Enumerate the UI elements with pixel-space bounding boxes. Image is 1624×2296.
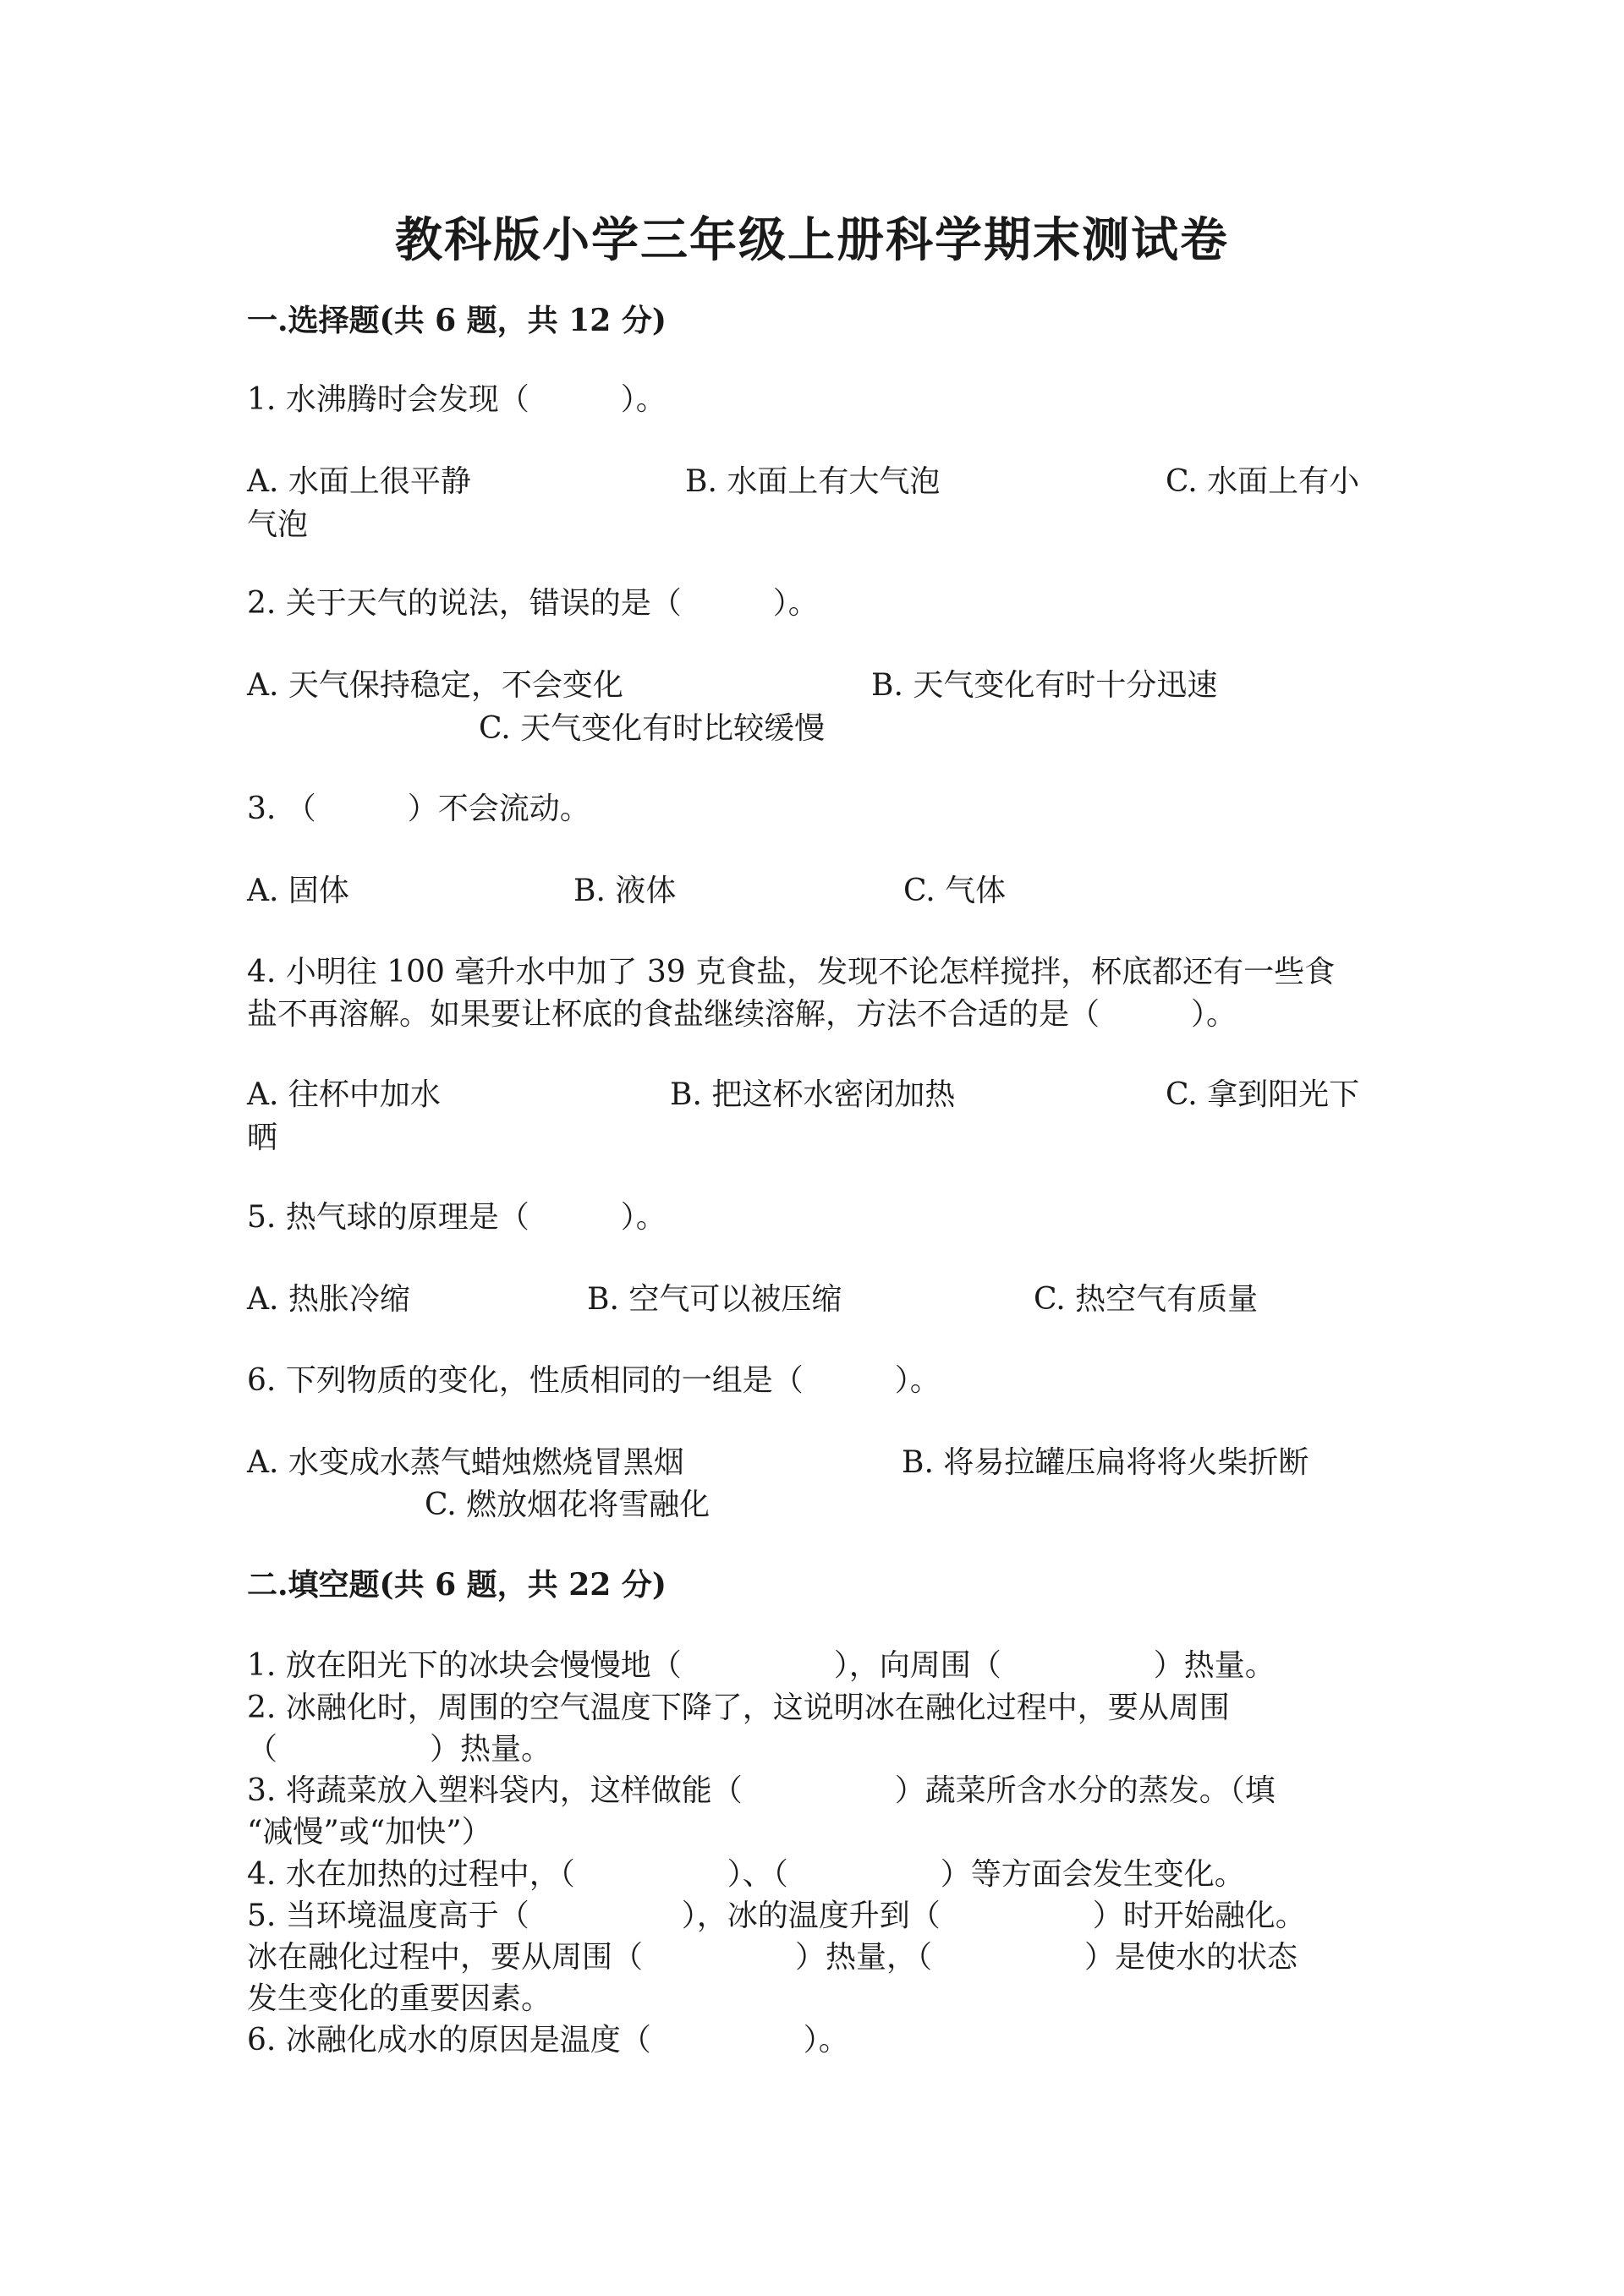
q5-option-a: A. 热胀冷缩 [247, 1282, 410, 1317]
q4-option-c: C. 拿到阳光下 [1166, 1077, 1360, 1112]
q6-option-a: A. 水变成水蒸气蜡烛燃烧冒黑烟 [247, 1445, 684, 1480]
question-4-stem-line-2: 盐不再溶解。如果要让杯底的食盐继续溶解，方法不合适的是（ ）。 [247, 997, 1237, 1032]
q3-option-c: C. 气体 [903, 874, 1007, 908]
q1-option-c: C. 水面上有小 [1166, 464, 1360, 499]
page-title: 教科版小学三年级上册科学期末测试卷 [395, 212, 1229, 268]
question-6-stem: 6. 下列物质的变化，性质相同的一组是（ ）。 [247, 1363, 941, 1398]
section-heading-choice: 一.选择题(共 6 题，共 12 分) [247, 303, 667, 338]
q1-option-c-continued: 气泡 [247, 507, 309, 542]
question-1-stem: 1. 水沸腾时会发现（ ）。 [247, 382, 667, 417]
fill-line-1: 1. 放在阳光下的冰块会慢慢地（ ），向周围（ ）热量。 [247, 1648, 1276, 1683]
fill-line-5: “减慢”或“加快”） [247, 1815, 492, 1849]
q3-option-b: B. 液体 [573, 874, 677, 908]
q6-option-b: B. 将易拉罐压扁将将火柴折断 [902, 1445, 1309, 1480]
fill-line-7: 5. 当环境温度高于（ ），冰的温度升到（ ）时开始融化。 [247, 1899, 1306, 1933]
fill-line-9: 发生变化的重要因素。 [247, 1981, 552, 2016]
question-2-stem: 2. 关于天气的说法，错误的是（ ）。 [247, 586, 819, 621]
q1-option-a: A. 水面上很平静 [247, 464, 471, 499]
fill-line-4: 3. 将蔬菜放入塑料袋内，这样做能（ ）蔬菜所含水分的蒸发。（填 [247, 1773, 1276, 1808]
q1-option-b: B. 水面上有大气泡 [685, 464, 941, 499]
fill-line-6: 4. 水在加热的过程中，（ ）、（ ）等方面会发生变化。 [247, 1857, 1245, 1892]
q2-option-b: B. 天气变化有时十分迅速 [871, 668, 1218, 703]
q2-option-a: A. 天气保持稳定，不会变化 [247, 668, 623, 703]
fill-line-2: 2. 冰融化时，周围的空气温度下降了，这说明冰在融化过程中，要从周围 [247, 1690, 1230, 1725]
q4-option-b: B. 把这杯水密闭加热 [670, 1077, 956, 1112]
q5-option-c: C. 热空气有质量 [1034, 1282, 1259, 1317]
question-5-stem: 5. 热气球的原理是（ ）。 [247, 1200, 667, 1235]
section-heading-fill-blank: 二.填空题(共 6 题，共 22 分) [247, 1567, 667, 1603]
q2-option-c: C. 天气变化有时比较缓慢 [479, 711, 826, 746]
fill-line-8: 冰在融化过程中，要从周围（ ）热量，（ ）是使水的状态 [247, 1940, 1298, 1975]
fill-line-3: （ ）热量。 [247, 1732, 552, 1767]
q3-option-a: A. 固体 [247, 874, 349, 908]
q4-option-a: A. 往杯中加水 [247, 1077, 441, 1112]
question-3-stem: 3. （ ）不会流动。 [247, 792, 590, 826]
q6-option-c: C. 燃放烟花将雪融化 [425, 1488, 710, 1522]
q4-option-c-continued: 晒 [247, 1121, 278, 1155]
fill-line-10: 6. 冰融化成水的原因是温度（ ）。 [247, 2023, 849, 2058]
q5-option-b: B. 空气可以被压缩 [587, 1282, 842, 1317]
question-4-stem-line-1: 4. 小明往 100 毫升水中加了 39 克食盐，发现不论怎样搅拌，杯底都还有一些食 [247, 955, 1336, 989]
